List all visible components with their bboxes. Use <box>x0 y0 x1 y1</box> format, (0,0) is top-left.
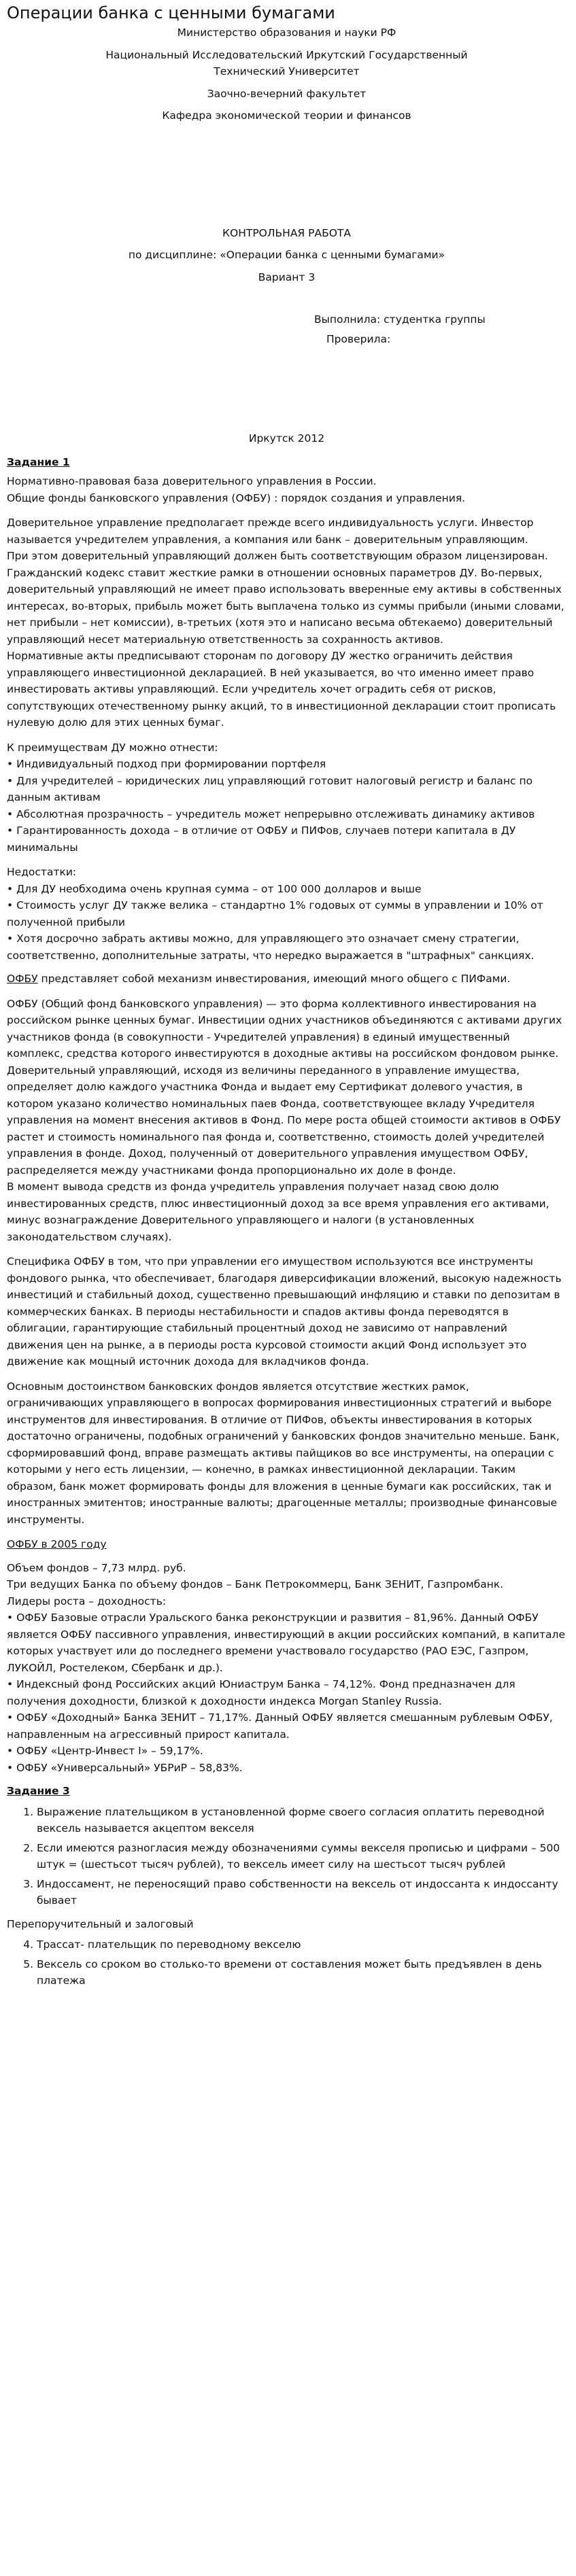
document-title: Операции банка с ценными бумагами <box>7 3 335 22</box>
list-item: Объем фондов – 7,73 млрд. руб. <box>7 1561 186 1574</box>
list-item: • Гарантированность дохода – в отличие от ОФБУ и ПИФов, случаев потери капитала в ДУ минимальны <box>7 824 516 854</box>
list-item: • Индивидуальный подход при формировании портфеля <box>7 758 326 770</box>
spacer <box>7 964 566 971</box>
spacer <box>7 80 566 86</box>
advantages-heading: К преимуществам ДУ можно отнести: <box>7 741 218 754</box>
list-item: 5. Вексель со сроком во столько-то времени от составления может быть предъявлен в день платежа <box>37 1956 566 1989</box>
title-block-header <box>7 24 566 124</box>
paragraph: Основным достоинством банковских фондов является отсутствие жестких рамок, ограничивающих управляющего в вопросах формирования инвестиционных стратегий и выборе инструментов для инвестирования. В отличие от ПИФов, объекты инвестирования в которых достаточно ограничены, подобных ограничений у банковских фондов значительно меньше. Банк, сформировавший фонд, вправе размещать активы пайщиков во все инструменты, на операции с которыми у него есть лицензии, — конечно, в рамках инвестиционной декларации. Таким образом, банк может формировать фонды для вложения в ценные бумаги как российских, так и иностранных эмитентов; иностранные валюты; драгоценные металлы; производные финансовые инструменты. <box>7 1380 560 1526</box>
ministry-line: Министерство образования и науки РФ <box>177 27 396 39</box>
task3-list-2 <box>7 1936 566 1989</box>
disadvantages-heading: Недостатки: <box>7 866 77 878</box>
work-type: КОНТРОЛЬНАЯ РАБОТА <box>222 226 351 239</box>
list-item: • Хотя досрочно забрать активы можно, для управляющего это означает смену стратегии, соответственно, дополнительные затраты, что нередко выражается в "штрафных" санкциях. <box>7 933 535 962</box>
spacer <box>7 285 566 311</box>
list-item: 2. Если имеются разногласия между обозначениями суммы векселя прописью и цифрами – 500 штук = (шестьсот тысяч рублей), то вексель имеет силу на шестьсот тысяч рублей <box>37 1840 566 1873</box>
paragraph: В момент вывода средств из фонда учредитель управления получает назад свою долю инвестированных средств, плюс инвестиционный доход за все время управления его активами, минус вознаграждение Доверительного управляющего и налоги (в установленных законодательством случаях). <box>7 1181 549 1243</box>
university-line: Национальный Исследовательский Иркутский Государственный <box>105 48 468 61</box>
list-item: • Индексный фонд Российских акций Юниаструм Банка – 74,12%. Фонд предназначен для получения доходности, близкой к доходности индекса Morgan Stanley Russia. <box>7 1678 515 1707</box>
spacer <box>7 1553 566 1560</box>
faculty-line: Заочно-вечерний факультет <box>207 87 367 100</box>
spacer <box>7 856 566 864</box>
spacer <box>7 264 566 269</box>
spacer <box>7 347 566 430</box>
list-item: • Для ДУ необходима очень крупная сумма – от 100 000 долларов и выше <box>7 882 422 895</box>
ofbu-2005-list <box>7 1560 566 1777</box>
work-variant: Вариант 3 <box>258 271 316 283</box>
ofbu-term: ОФБУ <box>7 973 38 985</box>
ofbu-2005-heading: ОФБУ в 2005 году <box>7 1538 107 1550</box>
list-item: 1. Выражение плательщиком в установленной форме своего согласия оплатить переводной вексель называется акцептом векселя <box>37 1804 566 1837</box>
list-item: • Абсолютная прозрачность – учредитель может непрерывно отслеживать динамику активов <box>7 807 535 820</box>
task3-heading: Задание 3 <box>7 1785 70 1797</box>
disadvantages-list <box>7 881 566 964</box>
list-item: • ОФБУ Базовые отрасли Уральского банка реконструкции и развития – 81,96%. Данный ОФБУ является ОФБУ пассивного управления, инвестирующий в акции российских компаний, в капитале которых участвует или до последнего времени участвовало государство (РАО ЕЭС, Газпром, ЛУКОЙЛ, Ростелеком, Сбербанк и др.). <box>7 1612 566 1674</box>
list-item: • ОФБУ «Центр-Инвест I» – 59,17%. <box>7 1745 203 1757</box>
paragraph: При этом доверительный управляющий должен быть соответствующим образом лицензирован. <box>7 550 548 562</box>
list-item: Три ведущих Банка по объему фондов – Банк Петрокоммерц, Банк ЗЕНИТ, Газпромбанк. <box>7 1578 504 1590</box>
city-year: Иркутск 2012 <box>248 432 325 445</box>
ofbu-intro <box>7 971 566 988</box>
department-line: Кафедра экономической теории и финансов <box>162 109 411 122</box>
work-title-block <box>7 225 566 286</box>
work-discipline: по дисциплине: «Операции банка с ценными бумагами» <box>128 249 445 261</box>
task1-heading: Задание 1 <box>7 455 70 468</box>
paragraph: Нормативные акты предписывают сторонам по договору ДУ жестко ограничить действия управляющего инвестиционной декларацией. В ней указывается, во что именно имеет право инвестировать активы управляющий. Если учредитель хочет оградить себя от рисков, сопутствующих отечественному рынку акций, то в инвестиционной декларации стоит прописать нулевую долю для этих ценных бумаг. <box>7 650 556 729</box>
list-item: 4. Трассат- плательщик по переводному векселю <box>37 1936 566 1953</box>
spacer <box>7 241 566 247</box>
spacer <box>7 506 566 515</box>
spacer <box>7 41 566 47</box>
checked-by: Проверила: <box>326 332 391 345</box>
performed-by: Выполнила: студентка группы <box>314 313 486 326</box>
task1-intro-line: Нормативно-правовая база доверительного управления в России. <box>7 475 377 487</box>
paragraph: ОФБУ (Общий фонд банковского управления) — это форма коллективного инвестирования на российском рынке ценных бумаг. Инвестиции одних участников объединяются с активами других участников фонда (в совокупности - Учредителей управления) в единый имущественный комплекс, средства которого инвестируются в доходные активы на российском фондовом рынке. <box>7 997 562 1060</box>
ofbu-intro-text: представляет собой механизм инвестирования, имеющий много общего с ПИФами. <box>37 973 511 985</box>
paragraph: Доверительный управляющий, исходя из величины переданного в управление имущества, определяет долю каждого участника Фонда и выдает ему Сертификат долевого участия, в котором указано количество номинальных паев Фонда, соответствующее вкладу Учредителя управления на момент внесения активов в Фонд. По мере роста общей стоимости активов в ОФБУ растет и стоимость номинального пая фонда и, соответственно, стоимость долей учредителей управления в фонде. Доход, полученный от доверительного управления имуществом ОФБУ, распределяется между участниками фонда пропорционально их доле в фонде. <box>7 1064 561 1177</box>
list-item: • ОФБУ «Универсальный» УБРиР – 58,83%. <box>7 1761 243 1774</box>
list-item: Лидеры роста – доходность: <box>7 1595 167 1607</box>
list-item: • Стоимость услуг ДУ также велика – стандартно 1% годовых от суммы в управлении и 10% от полученной прибыли <box>7 899 543 928</box>
task1-intro-line: Общие фонды банковского управления (ОФБУ) : порядок создания и управления. <box>7 491 466 504</box>
list-item: • Для учредителей – юридических лиц управляющий готовит налоговый регистр и баланс по данным активам <box>7 774 533 803</box>
paragraph: Доверительное управление предполагает прежде всего индивидуальность услуги. Инвестор называется учредителем управления, а компания или банк – доверительным управляющим. <box>7 517 534 546</box>
list-item: 3. Индоссамент, не переносящий право собственности на вексель от индоссанта к индоссанту бывает <box>37 1876 566 1909</box>
task3-list <box>7 1804 566 1909</box>
task1-intro <box>7 473 566 506</box>
task3-subheading: Перепоручительный и залоговый <box>7 1917 194 1930</box>
advantages-list <box>7 756 566 856</box>
list-item: • ОФБУ «Доходный» Банка ЗЕНИТ – 71,17%. Данный ОФБУ является смешанным рублевым ОФБУ, направленным на агрессивный прирост капитала. <box>7 1711 553 1741</box>
paragraph: Гражданский кодекс ставит жесткие рамки в отношении основных параметров ДУ. Во-первых, доверительный управляющий не имеет право использовать вверенные ему активы в собственных интересах, во-вторых, прибыль может быть выплачена только из суммы прибыли (иными словами, нет прибыли – нет комиссии), в-третьих (хотя это и написано весьма обтекаемо) доверительный управляющий несет материальную ответственность за сохранность активов. <box>7 566 564 646</box>
spacer <box>7 124 566 225</box>
spacer <box>7 102 566 107</box>
university-line-2: Технический Университет <box>214 65 360 77</box>
paragraph: Специфика ОФБУ в том, что при управлении его имуществом используются все инструменты фондового рынка, что обеспечивает, благодаря диверсификации вложений, высокую надежность инвестиций и стабильный доход, существенно превышающий инфляцию и ставки по депозитам в коммерческих банках. В периоды нестабильности и спадов активы фонда переводятся в облигации, гарантирующие стабильный процентный доход не зависимо от направлений движения цен на рынке, а в периоды роста курсовой стоимости акций Фонд использует это движение как мощный источник дохода для вкладчиков фонда. <box>7 1255 562 1368</box>
